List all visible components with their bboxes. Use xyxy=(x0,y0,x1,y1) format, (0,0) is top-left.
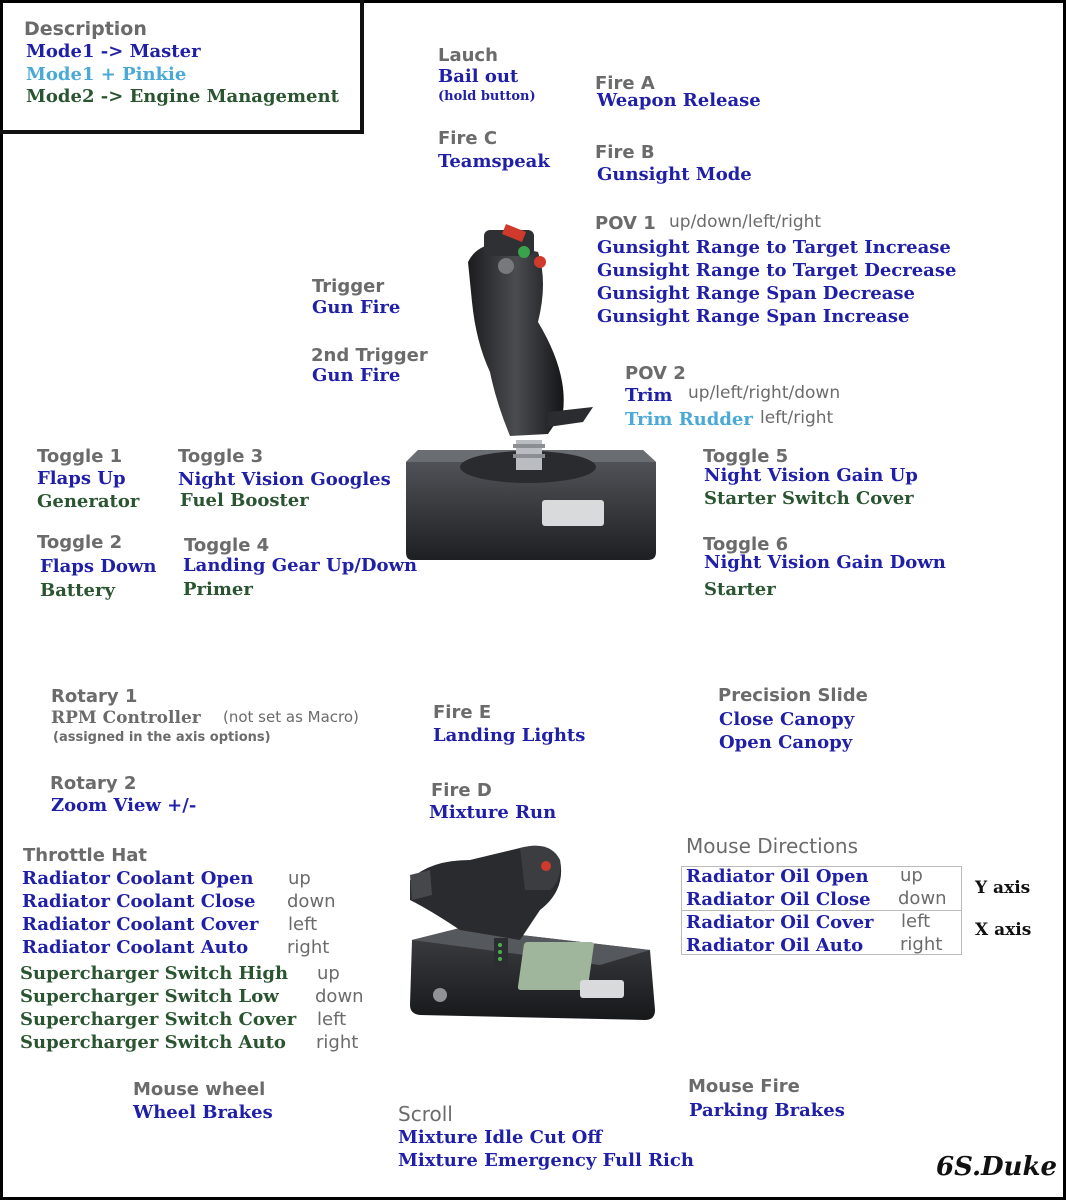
throttle-image xyxy=(400,830,658,1025)
throttle-hat-mode2-dir: right xyxy=(316,1032,359,1053)
rotary2-title: Rotary 2 xyxy=(50,773,137,794)
rotary1-subnote: (assigned in the axis options) xyxy=(53,730,271,745)
launch-action: Bail out xyxy=(438,66,519,87)
toggle4-mode1: Landing Gear Up/Down xyxy=(183,555,418,576)
pov1-directions: up/down/left/right xyxy=(669,212,822,232)
fire-d-title: Fire D xyxy=(431,780,492,801)
rotary1-title: Rotary 1 xyxy=(51,686,138,707)
toggle5-mode1: Night Vision Gain Up xyxy=(704,465,918,486)
fire-a-action: Weapon Release xyxy=(597,90,761,111)
rotary2-action: Zoom View +/- xyxy=(51,795,197,816)
fire-d-action: Mixture Run xyxy=(429,802,557,823)
precision-slide-action: Open Canopy xyxy=(719,732,853,753)
throttle-hat-mode1-dir: right xyxy=(287,937,330,958)
pov1-action: Gunsight Range to Target Decrease xyxy=(597,260,957,281)
legend-mode1: Mode1 -> Master xyxy=(26,41,201,62)
scroll-title: Scroll xyxy=(398,1102,453,1126)
toggle6-title: Toggle 6 xyxy=(703,534,789,555)
fire-a-title: Fire A xyxy=(595,73,655,94)
toggle6-mode2: Starter xyxy=(704,579,776,600)
throttle-hat-mode2-action: Supercharger Switch Low xyxy=(20,986,279,1007)
y-axis-label: Y axis xyxy=(975,878,1031,898)
toggle3-mode2: Fuel Booster xyxy=(180,490,309,511)
pov1-action: Gunsight Range Span Increase xyxy=(597,306,910,327)
legend-pinkie: Mode1 + Pinkie xyxy=(26,64,187,85)
pov2-rudder: Trim Rudder xyxy=(625,409,753,430)
toggle4-mode2: Primer xyxy=(183,579,253,600)
toggle5-title: Toggle 5 xyxy=(703,446,789,467)
toggle1-title: Toggle 1 xyxy=(37,446,123,467)
mouse-wheel-title: Mouse wheel xyxy=(133,1079,266,1100)
launch-title: Lauch xyxy=(438,45,498,66)
throttle-hat-mode2-dir: up xyxy=(317,963,340,984)
x-axis-label: X axis xyxy=(975,920,1032,940)
mouse-dir-action: Radiator Oil Open xyxy=(686,866,869,887)
throttle-hat-mode2-action: Supercharger Switch High xyxy=(20,963,289,984)
legend-title: Description xyxy=(24,18,147,40)
mouse-dir-action: Radiator Oil Close xyxy=(686,889,871,910)
pov1-title: POV 1 xyxy=(595,213,656,234)
pov2-trim: Trim xyxy=(625,385,673,406)
throttle-hat-mode1-action: Radiator Coolant Cover xyxy=(22,914,259,935)
scroll-action: Mixture Emergency Full Rich xyxy=(398,1150,694,1171)
mouse-dir-direction: left xyxy=(901,911,931,932)
throttle-hat-mode1-dir: left xyxy=(288,914,318,935)
throttle-hat-mode2-action: Supercharger Switch Auto xyxy=(20,1032,286,1053)
toggle1-mode2: Generator xyxy=(37,491,140,512)
rotary1-note: (not set as Macro) xyxy=(223,708,359,726)
rotary1-action: RPM Controller xyxy=(51,708,201,728)
pov1-action: Gunsight Range Span Decrease xyxy=(597,283,916,304)
trigger2-title: 2nd Trigger xyxy=(311,345,428,366)
mouse-dir-action: Radiator Oil Cover xyxy=(686,912,874,933)
throttle-hat-mode1-dir: up xyxy=(288,868,311,889)
toggle3-mode1: Night Vision Googles xyxy=(178,469,391,490)
pov2-rudder-directions: left/right xyxy=(760,408,834,428)
toggle4-title: Toggle 4 xyxy=(184,535,270,556)
mouse-dir-action: Radiator Oil Auto xyxy=(686,935,864,956)
trigger-title: Trigger xyxy=(312,276,385,297)
flight-stick-image xyxy=(398,222,660,567)
throttle-hat-mode1-action: Radiator Coolant Close xyxy=(22,891,256,912)
mouse-dir-direction: up xyxy=(900,865,923,886)
toggle2-title: Toggle 2 xyxy=(37,532,123,553)
trigger-action: Gun Fire xyxy=(312,297,401,318)
legend-mode2: Mode2 -> Engine Management xyxy=(26,86,339,107)
throttle-hat-title: Throttle Hat xyxy=(23,845,148,866)
mouse-fire-action: Parking Brakes xyxy=(689,1100,845,1121)
mouse-directions-title: Mouse Directions xyxy=(686,834,859,858)
pov1-action: Gunsight Range to Target Increase xyxy=(597,237,951,258)
toggle1-mode1: Flaps Up xyxy=(37,468,126,489)
fire-b-title: Fire B xyxy=(595,142,655,163)
fire-c-action: Teamspeak xyxy=(438,151,550,172)
fire-e-action: Landing Lights xyxy=(433,725,586,746)
throttle-hat-mode1-dir: down xyxy=(287,891,336,912)
author-signature: 6S.Duke xyxy=(936,1152,1057,1182)
throttle-hat-mode1-action: Radiator Coolant Open xyxy=(22,868,254,889)
fire-c-title: Fire C xyxy=(438,128,498,149)
pov2-trim-directions: up/left/right/down xyxy=(688,383,841,403)
throttle-hat-mode2-dir: left xyxy=(317,1009,347,1030)
toggle3-title: Toggle 3 xyxy=(178,446,264,467)
precision-slide-title: Precision Slide xyxy=(718,685,868,706)
toggle2-mode2: Battery xyxy=(40,580,115,601)
mouse-dir-direction: down xyxy=(898,888,947,909)
launch-note: (hold button) xyxy=(438,89,536,104)
fire-e-title: Fire E xyxy=(433,702,492,723)
mouse-wheel-action: Wheel Brakes xyxy=(133,1102,273,1123)
scroll-action: Mixture Idle Cut Off xyxy=(398,1127,603,1148)
mouse-dir-direction: right xyxy=(900,934,943,955)
throttle-hat-mode2-dir: down xyxy=(315,986,364,1007)
toggle5-mode2: Starter Switch Cover xyxy=(704,488,914,509)
throttle-hat-mode2-action: Supercharger Switch Cover xyxy=(20,1009,297,1030)
pov2-title: POV 2 xyxy=(625,363,686,384)
toggle2-mode1: Flaps Down xyxy=(40,556,157,577)
toggle6-mode1: Night Vision Gain Down xyxy=(704,552,946,573)
throttle-hat-mode1-action: Radiator Coolant Auto xyxy=(22,937,249,958)
precision-slide-action: Close Canopy xyxy=(719,709,855,730)
legend-box xyxy=(0,0,364,134)
trigger2-action: Gun Fire xyxy=(312,365,401,386)
mouse-fire-title: Mouse Fire xyxy=(688,1076,800,1097)
fire-b-action: Gunsight Mode xyxy=(597,164,752,185)
